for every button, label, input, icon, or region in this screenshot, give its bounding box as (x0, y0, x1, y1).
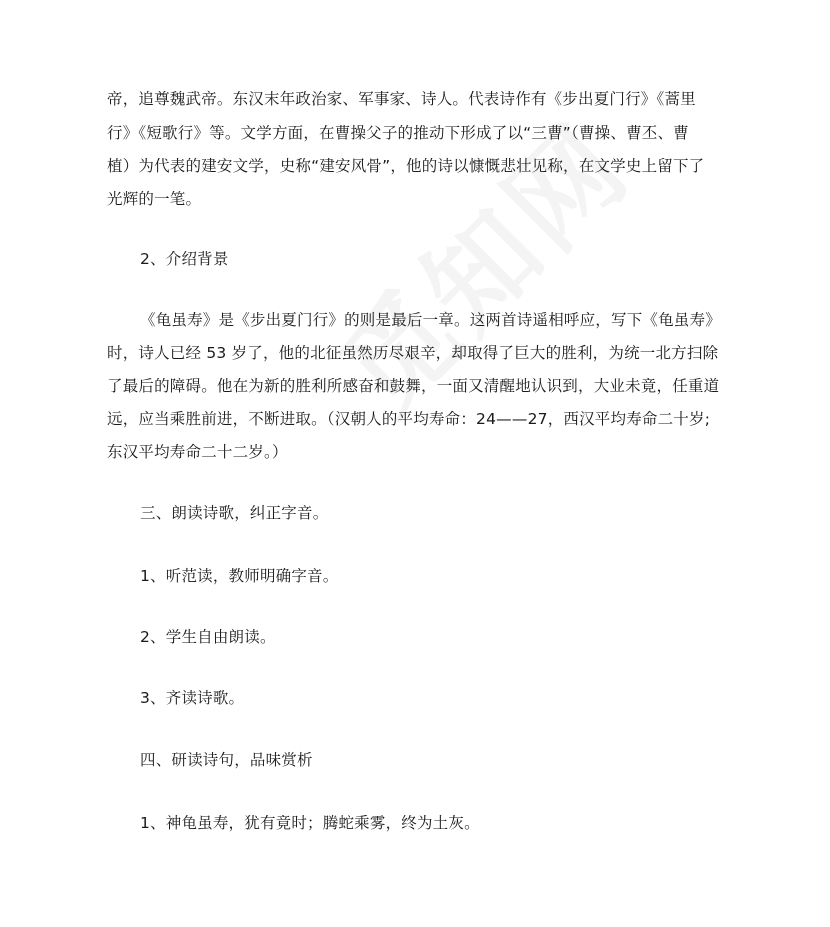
paragraph-line: 行》《短歌行》等。文学方面，在曹操父子的推动下形成了以“三曹”（曹操、曹丕、曹 (107, 124, 689, 142)
heading-background: 2、介绍背景 (140, 250, 229, 268)
list-item-poem-line: 1、神龟虽寿，犹有竟时；腾蛇乘雾，终为土灰。 (140, 814, 480, 832)
paragraph-line: 光辉的一笔。 (107, 190, 202, 208)
paragraph-line: 远，应当乘胜前进，不断进取。（汉朝人的平均寿命：24——27，西汉平均寿命二十岁; (107, 410, 711, 428)
section-three-heading: 三、朗读诗歌，纠正字音。 (140, 504, 329, 522)
paragraph-line: 《龟虽寿》是《步出夏门行》的则是最后一章。这两首诗遥相呼应，写下《龟虽寿》 (140, 311, 721, 329)
section-four-heading: 四、研读诗句，品味赏析 (140, 751, 313, 769)
list-item-free-read: 2、学生自由朗读。 (140, 628, 276, 646)
paragraph-line: 了最后的障碍。他在为新的胜利所感奋和鼓舞，一面又清醒地认识到，大业未竟，任重道 (107, 377, 720, 395)
paragraph-line: 东汉平均寿命二十二岁。） (107, 443, 288, 461)
paragraph-line: 植）为代表的建安文学，史称“建安风骨”，他的诗以慷慨悲壮见称，在文学史上留下了 (107, 157, 705, 175)
list-item-listen: 1、听范读，教师明确字音。 (140, 567, 339, 585)
list-item-read-together: 3、齐读诗歌。 (140, 689, 245, 707)
paragraph-line: 时，诗人已经 53 岁了，他的北征虽然历尽艰辛，却取得了巨大的胜利，为统一北方扫除 (107, 344, 719, 362)
paragraph-line: 帝，追尊魏武帝。东汉末年政治家、军事家、诗人。代表诗作有《步出夏门行》《蒿里 (107, 90, 696, 108)
